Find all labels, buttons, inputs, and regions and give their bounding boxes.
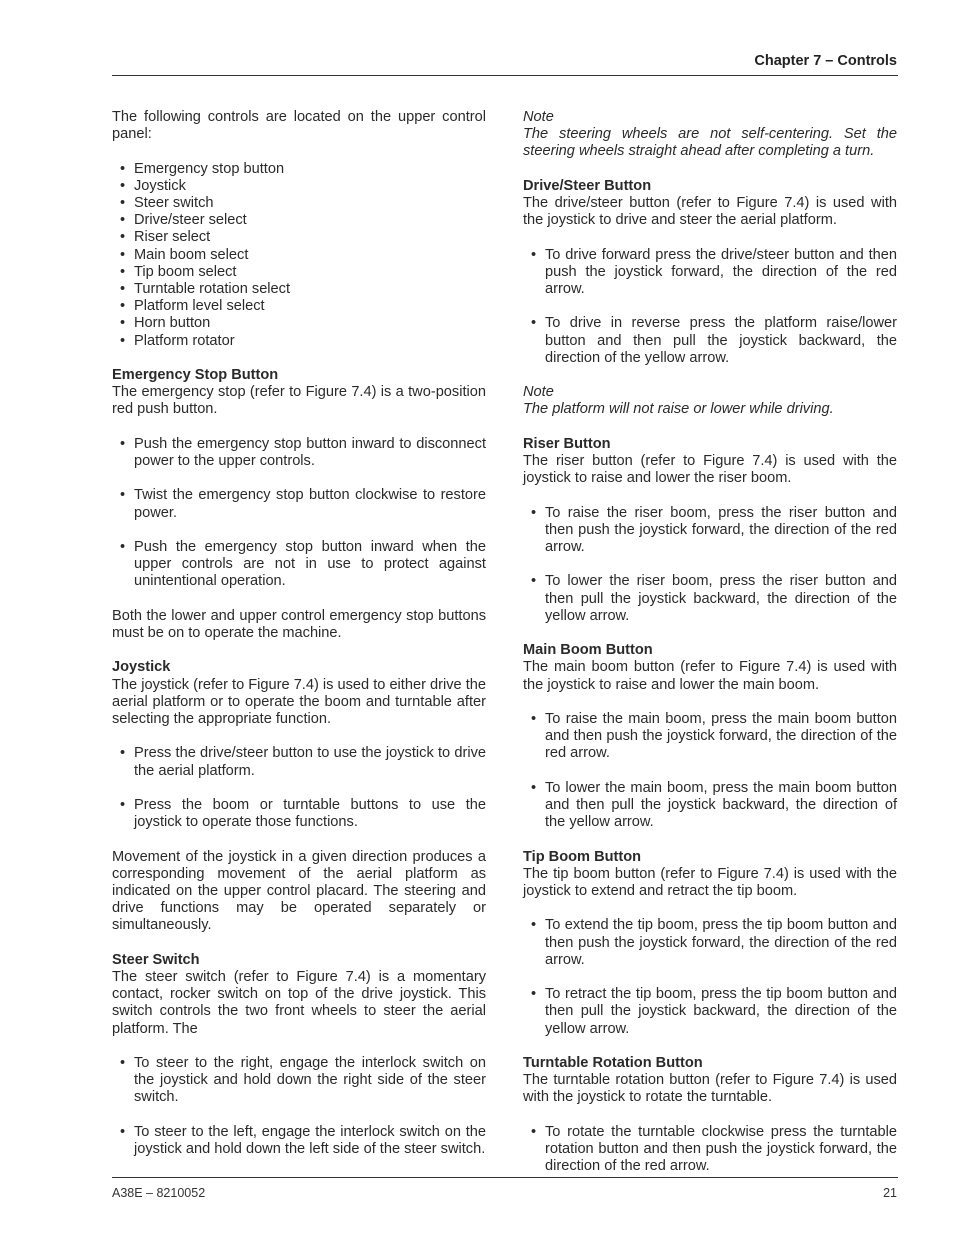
bullet-list bbox=[112, 745, 486, 831]
note-text: The platform will not raise or lower while driving. bbox=[523, 401, 834, 418]
section-heading-steer-switch: Steer Switch bbox=[112, 951, 200, 968]
section-text: The main boom button (refer to Figure 7.4) is used with the joystick to raise and lower the main boom. bbox=[523, 659, 897, 693]
page-number: 21 bbox=[883, 1186, 897, 1200]
bullet-item: • To retract the tip boom, press the tip boom button and then pull the joystick backward, the direction of the yellow arrow. bbox=[523, 986, 897, 1038]
bullet-list bbox=[112, 436, 486, 591]
list-item: • Emergency stop button bbox=[112, 161, 486, 178]
bullet-list bbox=[523, 1124, 897, 1176]
controls-list bbox=[112, 161, 486, 350]
bullet-item: • To drive forward press the drive/steer button and then push the joystick forward, the direction of the red arrow. bbox=[523, 247, 897, 299]
bullet-list bbox=[523, 711, 897, 831]
section-heading-emergency-stop: Emergency Stop Button bbox=[112, 367, 279, 384]
section-text: The turntable rotation button (refer to Figure 7.4) is used with the joystick to rotate the turntable. bbox=[523, 1072, 897, 1106]
bullet-list bbox=[523, 247, 897, 367]
bullet-item: • To rotate the turntable clockwise press the turntable rotation button and then push the joystick forward, the direction of the red arrow. bbox=[523, 1124, 897, 1176]
list-item: • Platform level select bbox=[112, 298, 486, 315]
list-item: • Tip boom select bbox=[112, 264, 486, 281]
section-text: Movement of the joystick in a given direction produces a corresponding movement of the aerial platform as indicated on the upper control placard. The steering and drive functions may be operated separately or simultaneously. bbox=[112, 848, 486, 934]
header-rule bbox=[112, 75, 898, 76]
list-item: • Platform rotator bbox=[112, 333, 486, 350]
intro-text: The following controls are located on the upper control panel: bbox=[112, 109, 486, 143]
bullet-item: • To steer to the left, engage the interlock switch on the joystick and hold down the left side of the steer switch. bbox=[112, 1124, 486, 1158]
section-heading-turntable-rotation: Turntable Rotation Button bbox=[523, 1054, 703, 1071]
section-text: The tip boom button (refer to Figure 7.4) is used with the joystick to extend and retract the tip boom. bbox=[523, 865, 897, 899]
section-text: The steer switch (refer to Figure 7.4) is a momentary contact, rocker switch on top of the drive joystick. This switch controls the two front wheels to steer the aerial platform. The bbox=[112, 968, 486, 1037]
list-item: • Joystick bbox=[112, 178, 486, 195]
bullet-list bbox=[523, 505, 897, 625]
section-heading-joystick: Joystick bbox=[112, 659, 171, 676]
note-label: Note bbox=[523, 384, 554, 401]
bullet-item: • To extend the tip boom, press the tip boom button and then push the joystick forward, the direction of the red arrow. bbox=[523, 917, 897, 969]
list-item: • Drive/steer select bbox=[112, 212, 486, 229]
list-item: • Main boom select bbox=[112, 247, 486, 264]
section-text: Both the lower and upper control emergency stop buttons must be on to operate the machine. bbox=[112, 607, 486, 641]
section-text: The joystick (refer to Figure 7.4) is used to either drive the aerial platform or to operate the boom and turntable after selecting the appropriate function. bbox=[112, 676, 486, 727]
section-text: The emergency stop (refer to Figure 7.4) is a two-position red push button. bbox=[112, 384, 486, 418]
bullet-item: • Push the emergency stop button inward when the upper controls are not in use to protect against unintentional operation. bbox=[112, 539, 486, 591]
list-item: • Riser select bbox=[112, 229, 486, 246]
bullet-item: • To raise the riser boom, press the riser button and then push the joystick forward, the direction of the red arrow. bbox=[523, 505, 897, 557]
footer-rule bbox=[112, 1177, 898, 1178]
document-id: A38E – 8210052 bbox=[112, 1186, 206, 1200]
chapter-title: Chapter 7 – Controls bbox=[754, 53, 897, 69]
section-text: The drive/steer button (refer to Figure 7.4) is used with the joystick to drive and steer the aerial platform. bbox=[523, 195, 897, 229]
section-heading-main-boom: Main Boom Button bbox=[523, 642, 653, 659]
bullet-item: • Push the emergency stop button inward to disconnect power to the upper controls. bbox=[112, 436, 486, 470]
bullet-item: • To lower the riser boom, press the riser button and then pull the joystick backward, the direction of the yellow arrow. bbox=[523, 573, 897, 625]
section-heading-riser: Riser Button bbox=[523, 435, 611, 452]
section-heading-tip-boom: Tip Boom Button bbox=[523, 848, 642, 865]
right-column bbox=[523, 109, 897, 1193]
bullet-item: • To raise the main boom, press the main boom button and then push the joystick forward, the direction of the red arrow. bbox=[523, 711, 897, 763]
bullet-list bbox=[112, 1055, 486, 1158]
note-label: Note bbox=[523, 109, 554, 125]
list-item: • Steer switch bbox=[112, 195, 486, 212]
bullet-item: • Press the drive/steer button to use the joystick to drive the aerial platform. bbox=[112, 745, 486, 779]
list-item: • Horn button bbox=[112, 315, 486, 332]
section-text: The riser button (refer to Figure 7.4) is used with the joystick to raise and lower the riser boom. bbox=[523, 452, 897, 487]
left-column bbox=[112, 109, 486, 1175]
note-text: The steering wheels are not self-centering. Set the steering wheels straight ahead after completing a turn. bbox=[523, 126, 897, 160]
bullet-item: • To steer to the right, engage the interlock switch on the joystick and hold down the right side of the steer switch. bbox=[112, 1055, 486, 1107]
bullet-list bbox=[523, 917, 897, 1037]
list-item: • Turntable rotation select bbox=[112, 281, 486, 298]
bullet-item: • Twist the emergency stop button clockwise to restore power. bbox=[112, 487, 486, 521]
bullet-item: • To drive in reverse press the platform raise/lower button and then pull the joystick backward, the direction of the yellow arrow. bbox=[523, 315, 897, 367]
section-heading-drive-steer: Drive/Steer Button bbox=[523, 177, 652, 194]
bullet-item: • To lower the main boom, press the main boom button and then pull the joystick backward, the direction of the yellow arrow. bbox=[523, 780, 897, 832]
bullet-item: • Press the boom or turntable buttons to use the joystick to operate those functions. bbox=[112, 797, 486, 831]
